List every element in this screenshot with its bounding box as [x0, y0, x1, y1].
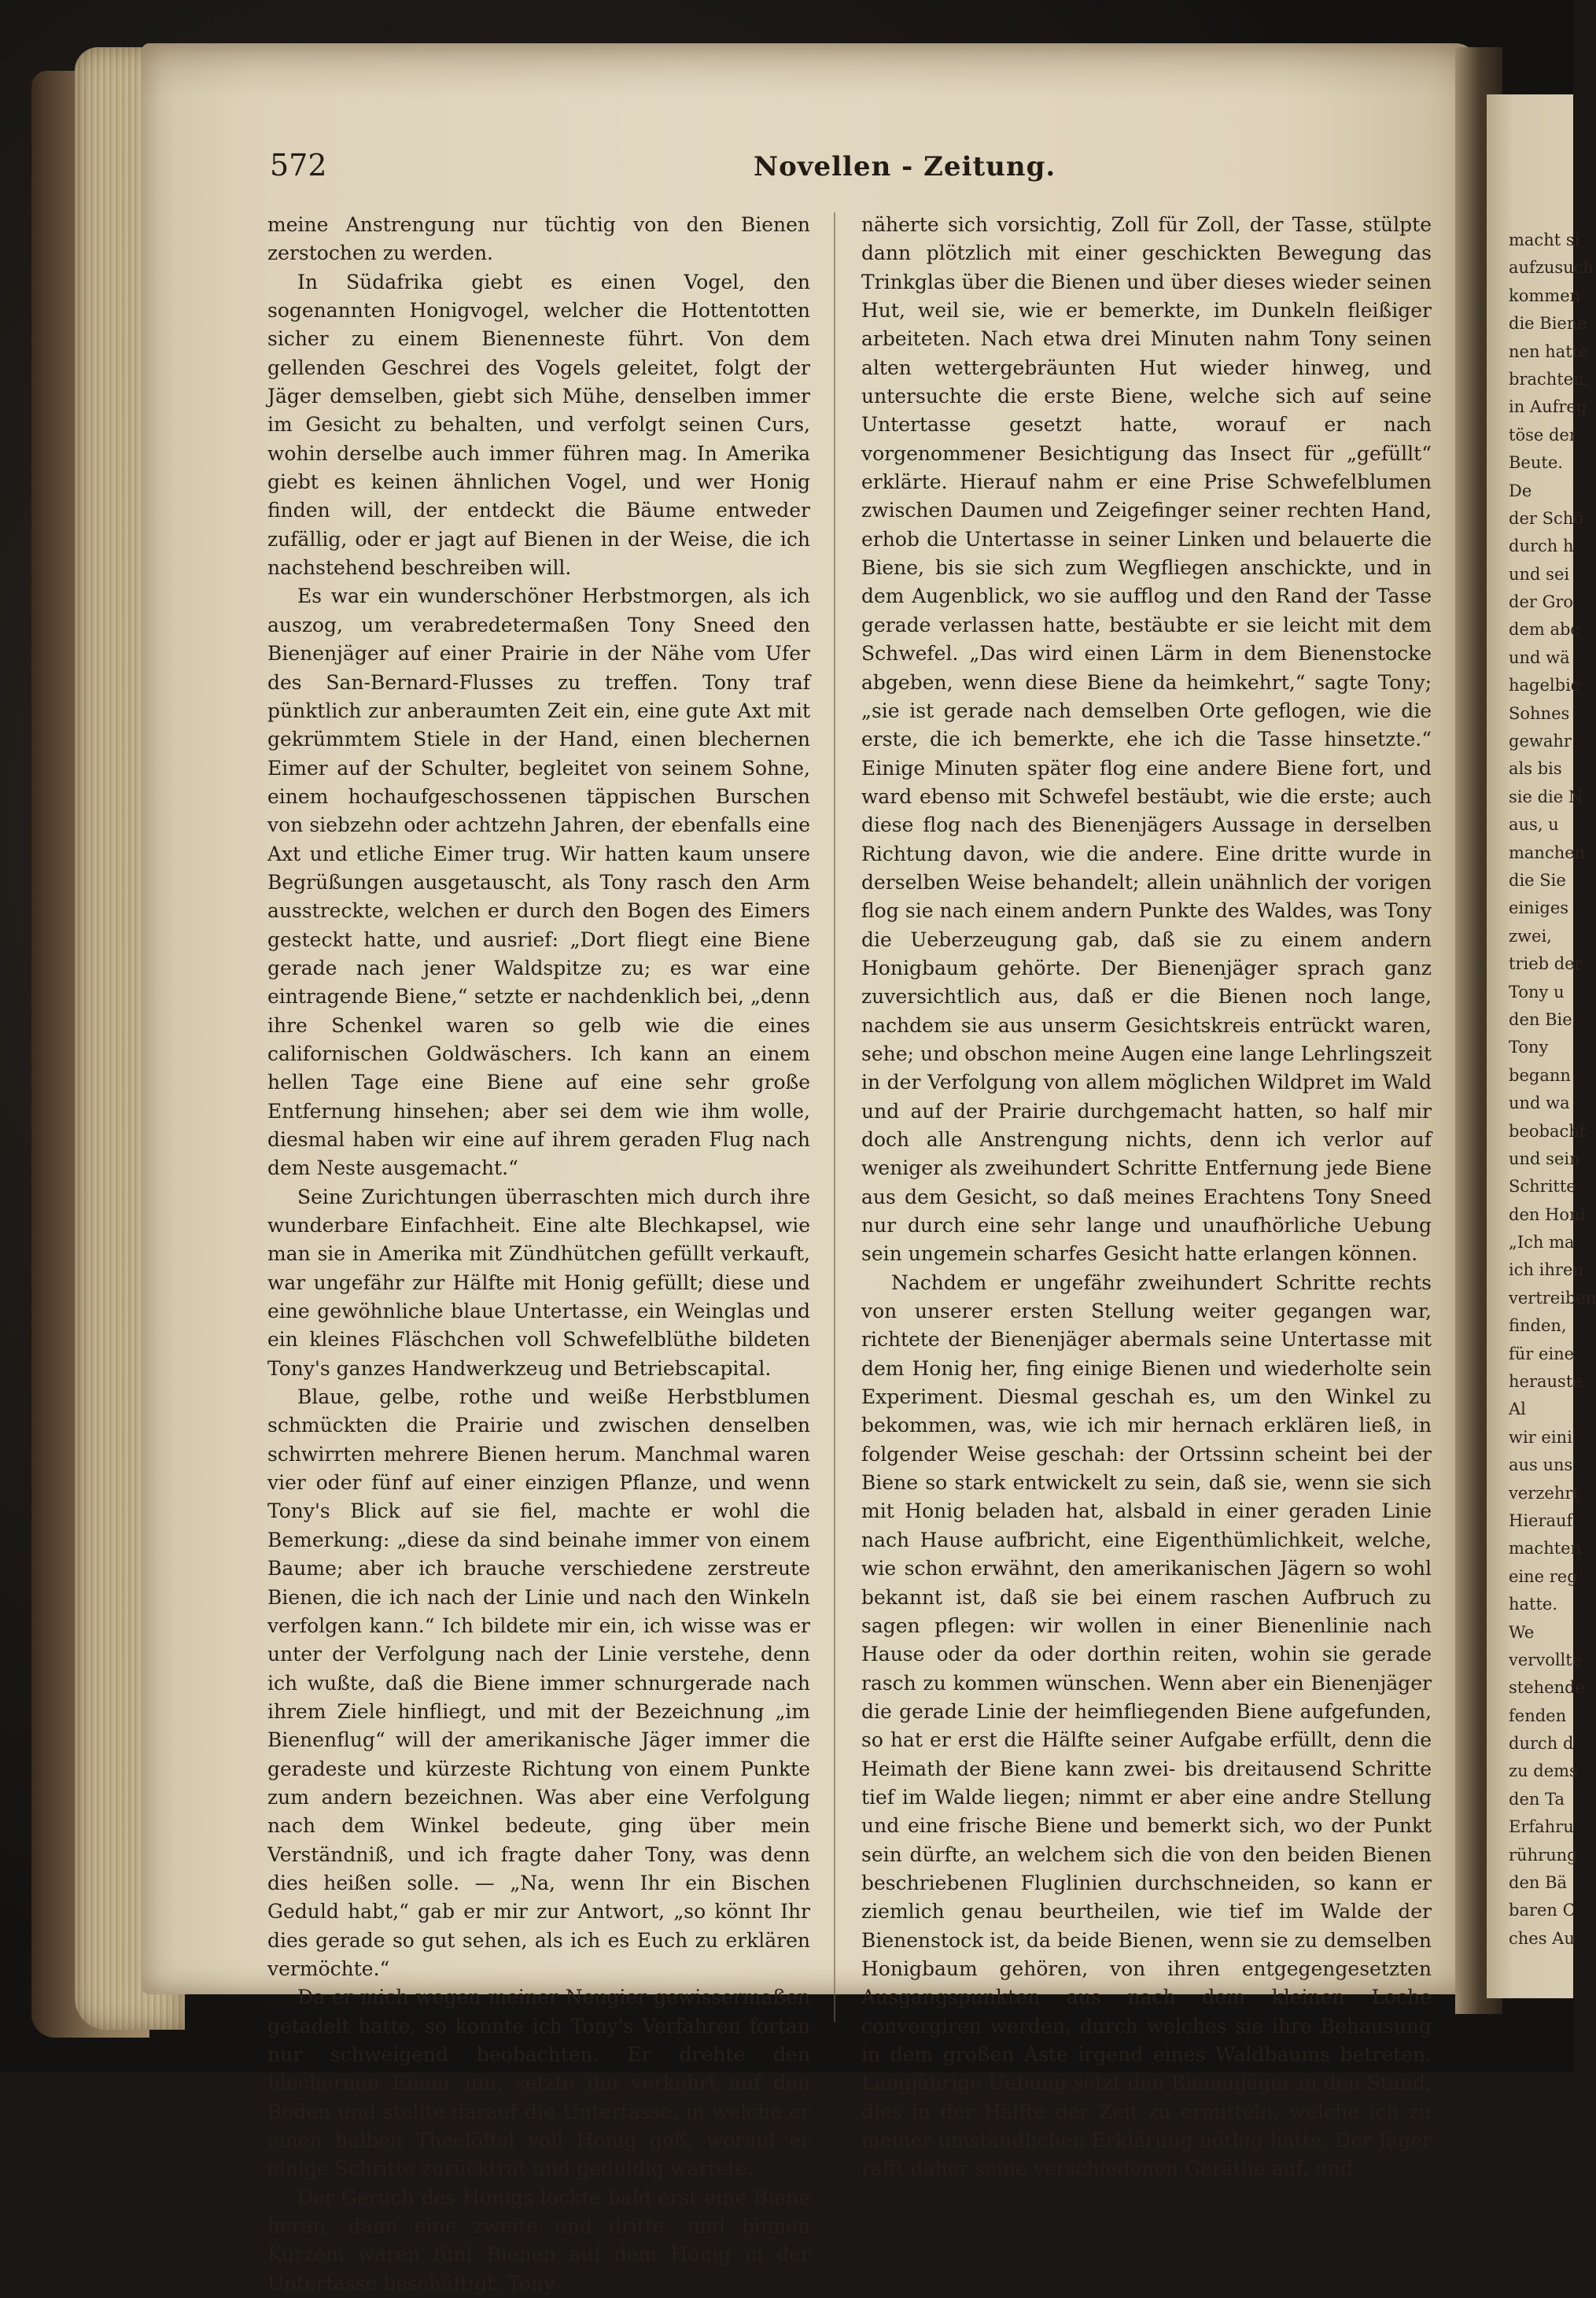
facing-page-line: We: [1509, 1622, 1535, 1642]
paragraph: Da er mich wegen meiner Neugier gewissermaßen getadelt hatte, so konnte ich Tony's Verfahren fortan nur schweigend beobachten. Er drehte den blechernen Eimer um, setzte ihn verkehrt auf den Boden und stellte darauf die Untertasse, in welche er einen halben Theelöffel voll Honig goß, worauf er einige Schritte zurücktrat und geduldig wartete.: [267, 1986, 810, 2181]
facing-page-line: aus uns: [1509, 1455, 1573, 1475]
facing-page-line: die Sie: [1509, 870, 1566, 890]
facing-page-line: Tony: [1509, 1038, 1549, 1057]
facing-page-line: nen hatte: [1509, 341, 1589, 361]
facing-page-line: der Schö: [1509, 508, 1583, 528]
right-column: [861, 211, 1432, 2184]
paragraph: meine Anstrengung nur tüchtig von den Bienen zerstochen zu werden.: [267, 213, 810, 265]
facing-page-line: dem abe: [1509, 620, 1580, 640]
facing-page-line: stehende: [1509, 1678, 1585, 1698]
facing-page-line: hatte.: [1509, 1595, 1558, 1614]
facing-page-line: Schritte: [1509, 1177, 1576, 1197]
paragraph: Nachdem er ungefähr zweihundert Schritte rechts von unserer ersten Stellung weiter gegangen war, richtete der Bienenjäger abermals seine Untertasse mit dem Honig her, fing einige Bienen und wiederholte sein Experiment. Diesmal geschah es, um den Winkel zu bekommen, was, wie ich mir hernach erklären ließ, in folgender Weise geschah: der Ortssinn scheint bei der Biene so stark entwickelt zu sein, daß sie, wenn sie sich mit Honig beladen hat, alsbald in einer geraden Linie nach Hause aufbricht, eine Eigenthümlichkeit, welche, wie schon erwähnt, den amerikanischen Jägern so wohl bekannt ist, daß sie bei einem raschen Aufbruch zu sagen pflegen: wir wollen in einer Bienenlinie nach Hause oder da oder dorthin reiten, wohin sie gerade rasch zu kommen wünschen. Wenn aber ein Bienenjäger die gerade Linie der heimfliegenden Biene aufgefunden, so hat er erst die Hälfte seiner Aufgabe erfüllt, denn die Heimath der Biene kann zwei- bis dreitausend Schritte tief im Walde liegen; nimmt er aber eine andre Stellung und eine frische Biene und bemerkt sich, wo der Punkt sein dürfte, an welchem sich die von den beiden Bienen beschriebenen Fluglinien durchschneiden, so kann er ziemlich genau beurtheilen, wie tief im Walde der Bienenstock ist, da beide Bienen, wenn sie zu demselben Honigbaum gehören, von ihren entgegengesetzten Ausgangspunkten aus nach dem kleinen Loche convergiren werden, durch welches sie ihre Behausung in dem großen Aste irgend eines Waldbaums betreten. Langjährige Uebung setzt den Bienenjäger in den Stand, dies in der Hälfte der Zeit zu ermitteln, welche ich zu meiner umständlichen Erklärung nöthig hatte. Der Jäger rafft daher seine verschiedenen Geräthe auf, und: [861, 1271, 1432, 2181]
facing-page-line: Tony u: [1509, 982, 1565, 1001]
facing-page-line: aus, u: [1509, 815, 1559, 835]
facing-page-line: töse der: [1509, 425, 1577, 444]
facing-page-line: und wä: [1509, 647, 1570, 667]
facing-page-line: verzehrt: [1509, 1483, 1579, 1503]
paragraph: Seine Zurichtungen überraschten mich durch ihre wunderbare Einfachheit. Eine alte Blechkapsel, wie man sie in Amerika mit Zündhütchen gefüllt verkauft, war ungefähr zur Hälfte mit Honig gefüllt; diese und eine gewöhnliche blaue Untertasse, ein Weinglas und ein kleines Fläschchen voll Schwefelblüthe bildeten Tony's ganzes Handwerkzeug und Betriebscapital.: [267, 1185, 810, 1380]
column-divider: [834, 212, 835, 2022]
paragraph: Es war ein wunderschöner Herbstmorgen, als ich auszog, um verabredetermaßen Tony Sneed den Bienenjäger auf einer Prairie in der Nähe vom Ufer des San-Bernard-Flusses zu treffen. Tony traf pünktlich zur anberaumten Zeit ein, eine gute Axt mit gekrümmtem Stiele in der Hand, einen blechernen Eimer auf der Schulter, begleitet von seinem Sohne, einem hochaufgeschossenen täppischen Burschen von siebzehn oder achtzehn Jahren, der ebenfalls eine Axt und etliche Eimer trug. Wir hatten kaum unsere Begrüßungen ausgetauscht, als Tony rasch den Arm ausstreckte, welchen er durch den Bogen des Eimers gesteckt hatte, und ausrief: „Dort fliegt eine Biene gerade nach jener Waldspitze zu; es war eine eintragende Biene,“ setzte er nachdenklich bei, „denn ihre Schenkel waren so gelb wie die eines californischen Goldwäschers. Ich kann an einem hellen Tage eine Biene auf eine sehr große Entfernung hinsehen; aber sei dem wie ihm wolle, diesmal haben wir eine auf ihrem geraden Flug nach dem Neste ausgemacht.“: [267, 585, 810, 1180]
facing-page-line: Erfahru: [1509, 1817, 1574, 1837]
facing-page-line: baren C: [1509, 1901, 1576, 1920]
facing-page-line: und wa: [1509, 1094, 1570, 1113]
facing-page-line: in Aufreg: [1509, 397, 1587, 417]
facing-page-line: den Ta: [1509, 1789, 1565, 1809]
facing-page-line: eine reg: [1509, 1566, 1578, 1586]
page-header: [0, 148, 1573, 187]
facing-page-line: und sei: [1509, 564, 1570, 584]
running-title: Novellen - Zeitung.: [754, 151, 1056, 183]
facing-page-line: wir eini: [1509, 1427, 1572, 1447]
facing-page-line: den Bie: [1509, 1009, 1572, 1029]
facing-page-line: De: [1509, 481, 1532, 500]
facing-page-line: trieb der: [1509, 954, 1583, 974]
facing-page-line: vertreiben: [1509, 1288, 1596, 1308]
facing-page-line: und sein: [1509, 1149, 1580, 1168]
facing-page-line: als bis: [1509, 759, 1562, 779]
facing-page-line: der Gro: [1509, 592, 1574, 612]
facing-page-line: den Honi: [1509, 1204, 1586, 1224]
facing-page-line: ich ihren: [1509, 1260, 1583, 1280]
facing-page-line: zwei,: [1509, 926, 1552, 946]
facing-page-line: sie die N: [1509, 787, 1583, 806]
facing-page-line: für eine: [1509, 1344, 1575, 1363]
facing-page-line: Sohnes: [1509, 703, 1570, 723]
page-number: 572: [270, 148, 327, 183]
facing-page-line: gewahr: [1509, 732, 1572, 751]
facing-page-line: kommen: [1509, 286, 1581, 305]
facing-page-line: zu dems: [1509, 1761, 1578, 1781]
facing-page-line: finden,: [1509, 1316, 1567, 1336]
facing-page-line: manchen: [1509, 843, 1586, 862]
facing-page-line: machten: [1509, 1539, 1582, 1558]
paragraph: Der Geruch des Honigs lockte bald erst eine Biene heran, dann eine zweite und dritte, und binnen Kurzem waren fünf Bienen auf dem Honig in der Untertasse beschäftigt. Tony: [267, 2185, 810, 2295]
facing-page-line: beobacht: [1509, 1121, 1587, 1141]
paragraph: In Südafrika giebt es einen Vogel, den sogenannten Honigvogel, welcher die Hottentotten sicher zu einem Bienenneste führt. Von dem gellenden Geschrei des Vogels geleitet, folgt der Jäger demselben, giebt sich Mühe, denselben immer im Gesicht zu behalten, und verfolgt seinen Curs, wohin derselbe auch immer führen mag. In Amerika giebt es keinen ähnlichen Vogel, und wer Honig finden will, der entdeckt die Bäume entweder zufällig, oder er jagt auf Bienen in der Weise, die ich nachstehend beschreiben will.: [267, 270, 810, 580]
facing-page-text: [1509, 227, 1596, 1953]
facing-page-line: Beute.: [1509, 453, 1563, 473]
facing-page-line: den Bä: [1509, 1873, 1568, 1893]
facing-page-line: durch d: [1509, 1734, 1574, 1754]
facing-page-line: brachten,: [1509, 369, 1590, 389]
facing-page-line: macht si: [1509, 231, 1580, 249]
facing-page-line: Al: [1509, 1400, 1526, 1419]
facing-page-line: vervollte: [1509, 1650, 1583, 1669]
left-column: [267, 211, 810, 2298]
facing-page-line: ches Au: [1509, 1928, 1575, 1948]
facing-page-line: aufzusuch: [1509, 258, 1594, 278]
facing-page-line: die Biene: [1509, 314, 1587, 334]
facing-page-line: rührung: [1509, 1845, 1578, 1865]
page-wear-shadow: [142, 43, 1479, 98]
paragraph: Blaue, gelbe, rothe und weiße Herbstblumen schmückten die Prairie und zwischen denselben schwirrten mehrere Bienen herum. Manchmal waren vier oder fünf auf einer einzigen Pflanze, und wenn Tony's Blick auf sie fiel, machte er wohl die Bemerkung: „diese da sind beinahe immer von einem Baume; aber ich brauche verschiedene zerstreute Bienen, die ich nach der Linie und nach den Winkeln verfolgen kann.“ Ich bildete mir ein, ich wisse was er unter der Verfolgung nach der Linie verstehe, denn ich wußte, daß die Biene immer schnurgerade nach ihrem Ziele hinfliegt, und mit der Bezeichnung „im Bienenflug“ will der amerikanische Jäger immer die geradeste und kürzeste Richtung von einem Punkte zum andern bezeichnen. Was aber eine Verfolgung nach dem Winkel bedeute, ging über mein Verständniß, und ich fragte daher Tony, was denn dies heißen solle. — „Na, wenn Ihr ein Bischen Geduld habt,“ gab er mir zur Antwort, „so könnt Ihr dies gerade so gut sehen, als ich es Euch zu erklären vermöchte.“: [267, 1385, 810, 1980]
facing-page-line: fenden: [1509, 1706, 1567, 1725]
facing-page-line: „Ich ma: [1509, 1233, 1575, 1252]
facing-page-line: einiges: [1509, 898, 1569, 918]
facing-page-line: hagelbic: [1509, 676, 1580, 695]
paragraph: näherte sich vorsichtig, Zoll für Zoll, der Tasse, stülpte dann plötzlich mit einer geschickten Bewegung das Trinkglas über die Bienen und über dieses wieder seinen Hut, weil sie, wie er bemerkte, im Dunkeln fleißiger arbeiteten. Nach etwa drei Minuten nahm Tony seinen alten wettergebräunten Hut wieder hinweg, und untersuchte die erste Biene, welche sich auf seine Untertasse gesetzt hatte, worauf er nach vorgenommener Besichtigung das Insect für „gefüllt“ erklärte. Hierauf nahm er eine Prise Schwefelblumen zwischen Daumen und Zeigefinger seiner rechten Hand, erhob die Untertasse in seiner Linken und belauerte die Biene, bis sie sich zum Wegfliegen anschickte, und in dem Augenblick, wo sie aufflog und den Rand der Tasse gerade verlassen hatte, bestäubte er sie leicht mit dem Schwefel. „Das wird einen Lärm in dem Bienenstocke abgeben, wenn diese Biene da heimkehrt,“ sagte Tony; „sie ist gerade nach demselben Orte geflogen, wie die erste, die ich bemerkte, ehe ich die Tasse hinsetzte.“ Einige Minuten später flog eine andere Biene fort, und ward ebenso mit Schwefel bestäubt, wie die erste; auch diese flog nach des Bienenjägers Aussage in derselben Richtung davon, wie die andere. Eine dritte wurde in derselben Weise behandelt; allein unähnlich der vorigen flog sie nach einem andern Punkte des Waldes, was Tony die Ueberzeugung gab, daß sie zu einem andern Honigbaum gehörte. Der Bienenjäger sprach ganz zuversichtlich aus, daß er die Bienen noch lange, nachdem sie aus unserm Gesichtskreis entrückt waren, sehe; und obschon meine Augen eine lange Lehrlingszeit in der Verfolgung von allem möglichen Wildpret im Wald und auf der Prairie durchgemacht hatten, so half mir doch alle Anstrengung nichts, denn ich verlor auf weniger als zweihundert Schritte Entfernung jede Biene aus dem Gesicht, so daß meines Erachtens Tony Sneed nur durch eine sehr lange und unaufhörliche Uebung sein ungemein scharfes Gesicht hatte erlangen können.: [861, 213, 1432, 1266]
facing-page-line: Hierauf: [1509, 1510, 1573, 1530]
facing-page-line: durch h: [1509, 537, 1574, 556]
facing-page-line: herauste: [1509, 1372, 1583, 1392]
facing-page-line: begann: [1509, 1065, 1571, 1085]
